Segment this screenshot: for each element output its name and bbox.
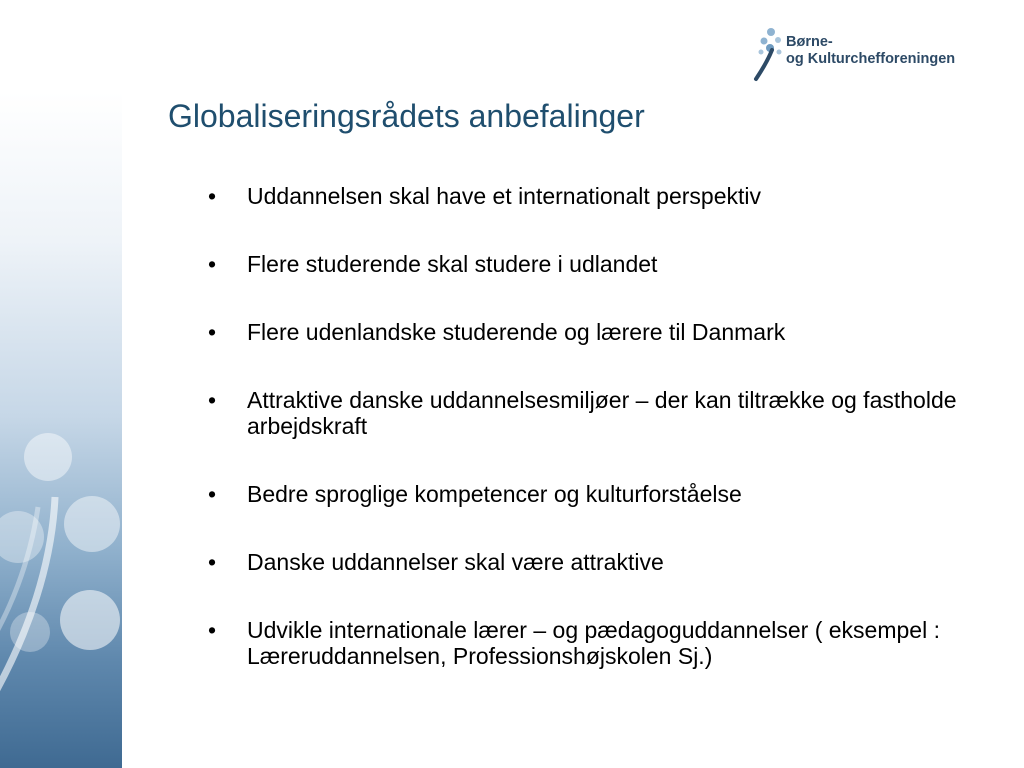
decorative-side-band [0,92,122,768]
logo-line-1: Børne- [786,34,833,50]
bullet-text: Udvikle internationale lærer – og pædagoguddannelser ( eksempel : Læreruddannelsen, Professionshøjskolen Sj.) [247,617,940,669]
bullet-item [208,617,978,669]
bullet-dot: • [208,183,217,209]
bullet-list [208,183,978,711]
decorative-circles [0,92,122,768]
bullet-item [208,319,978,345]
bullet-item [208,251,978,277]
logo-emblem-icon [752,26,786,82]
bullet-dot: • [208,387,217,413]
bullet-text: Flere udenlandske studerende og lærere til Danmark [247,319,786,345]
slide-title: Globaliseringsrådets anbefalinger [168,98,645,134]
bullet-text: Attraktive danske uddannelsesmiljøer – der kan tiltrække og fastholde arbejdskraft [247,387,957,439]
bullet-dot: • [208,549,217,575]
bullet-dot: • [208,617,217,643]
bullet-text: Danske uddannelser skal være attraktive [247,549,664,575]
bullet-text: Flere studerende skal studere i udlandet [247,251,658,277]
bullet-dot: • [208,481,217,507]
bullet-item [208,549,978,575]
bullet-dot: • [208,251,217,277]
bullet-dot: • [208,319,217,345]
bullet-item [208,183,978,209]
bullet-text: Uddannelsen skal have et internationalt perspektiv [247,183,761,209]
logo-line-2: og Kulturchefforeningen [786,51,956,67]
bullet-text: Bedre sproglige kompetencer og kulturforståelse [247,481,742,507]
bullet-item [208,481,978,507]
logo-wordmark [786,34,955,68]
organization-logo [752,26,962,82]
bullet-item [208,387,978,439]
